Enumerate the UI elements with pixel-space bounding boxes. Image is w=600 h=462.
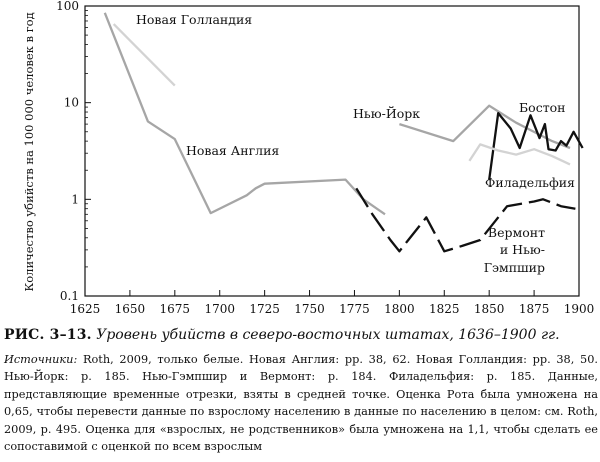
x-tick-label: 1875 bbox=[518, 302, 550, 316]
x-tick-label: 1625 bbox=[69, 302, 101, 316]
y-axis-title: Количество убийств на 100 000 человек в год bbox=[22, 12, 36, 292]
x-tick-label: 1850 bbox=[473, 302, 505, 316]
label-new-holland: Новая Голландия bbox=[136, 12, 253, 27]
series-labels bbox=[136, 12, 575, 275]
figure-caption bbox=[4, 326, 598, 344]
label-vermont-line2: и Нью- bbox=[499, 242, 545, 257]
label-new-york: Нью-Йорк bbox=[353, 106, 421, 121]
x-tick-label: 1825 bbox=[428, 302, 460, 316]
x-tick-label: 1800 bbox=[384, 302, 415, 316]
x-tick-label: 1775 bbox=[339, 302, 370, 316]
x-tick-label: 1725 bbox=[249, 302, 280, 316]
y-tick-label: 1 bbox=[71, 192, 79, 207]
x-tick-label: 1650 bbox=[114, 302, 146, 316]
sources-label: Источники: bbox=[4, 353, 78, 366]
y-tick-label: 0.1 bbox=[59, 289, 79, 303]
series-lines bbox=[105, 13, 583, 252]
label-boston: Бостон bbox=[519, 100, 566, 115]
label-philadelphia: Филадельфия bbox=[485, 175, 575, 190]
series-line-0 bbox=[114, 24, 175, 86]
x-tick-label: 1675 bbox=[159, 302, 191, 316]
x-tick-label: 1750 bbox=[294, 302, 325, 316]
label-vermont-line3: Гэмпшир bbox=[483, 260, 545, 275]
figure-sources bbox=[4, 351, 598, 455]
y-tick-label: 10 bbox=[63, 95, 79, 110]
figure-number: РИС. 3–13. bbox=[4, 327, 92, 343]
x-tick-label: 1700 bbox=[204, 302, 236, 316]
y-tick-label: 100 bbox=[56, 0, 79, 13]
x-tick-label: 1900 bbox=[563, 302, 595, 316]
figure-title: Уровень убийств в северо-восточных штатах, 1636–1900 гг. bbox=[96, 327, 560, 343]
series-line-1 bbox=[105, 13, 385, 215]
label-vermont-line1: Вермонт bbox=[487, 225, 545, 240]
sources-text: Roth, 2009, только белые. Новая Англия: pp. 38, 62. Новая Голландия: pp. 38, 50. Нью-Йорк: p. 185. Нью-Гэмпшир и Вермонт: p. 184. Филадельфия: p. 185. Данные, представляющие временные отрезки, взяты в средней точке. Оценка Рота была умножена на 0,65, чтобы перевести данные по взрослому населению в данные по населению в целом: см. Roth, 2009, p. 495. Оценка для «взрослых, не родственников» была умножена на 1,1, чтобы сделать ее сопоставимой с оценкой по всем взрослым bbox=[4, 353, 598, 454]
label-new-england: Новая Англия bbox=[186, 143, 280, 158]
